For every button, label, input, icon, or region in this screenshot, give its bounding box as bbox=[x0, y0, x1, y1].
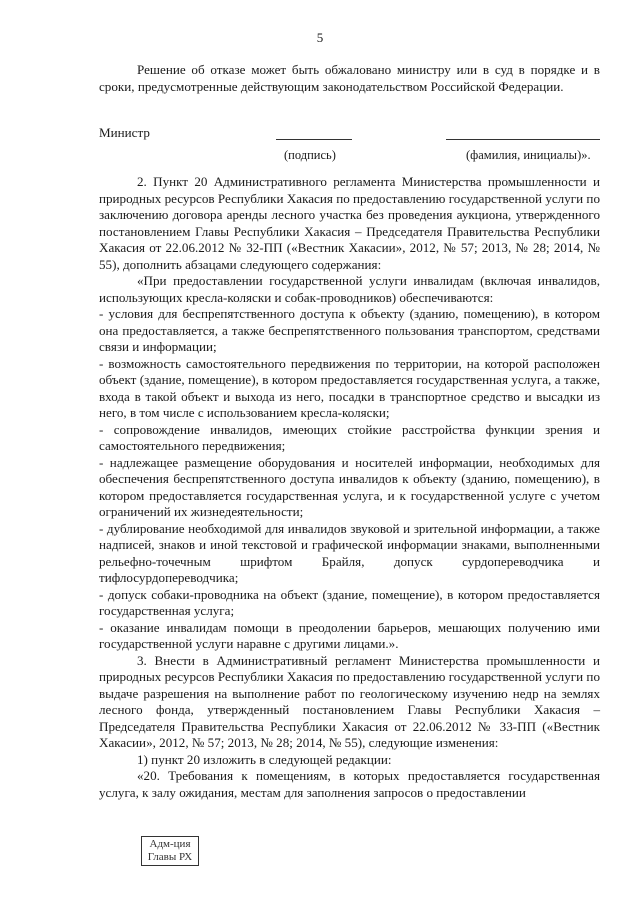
item20-paragraph: «20. Требования к помещениям, в которых предоставляется государственная услуга, к залу ожидания, местам для заполнения запросов о предоставлении bbox=[99, 768, 600, 800]
signature-caption: (подпись) bbox=[284, 148, 336, 162]
name-line bbox=[446, 139, 600, 140]
list-item: - надлежащее размещение оборудования и носителей информации, необходимых для обеспечения беспрепятственного доступа инвалидов к объекту (зданию, помещению), в котором предоставляется государственная услуга, и к государственной услуге с учетом ограничений их жизнедеятельности; bbox=[99, 454, 600, 519]
page-number: 5 bbox=[316, 30, 324, 45]
intro-text-block bbox=[99, 62, 600, 95]
stamp-line-2: Главы РХ bbox=[147, 851, 193, 863]
registry-stamp bbox=[141, 836, 199, 866]
item2-paragraph: 2. Пункт 20 Административного регламента Министерства промышленности и природных ресурсов Республики Хакасия по предоставлению государственной услуги по заключению договора аренды лесного участка без проведения аукциона, утвержденного постановлением Главы Республики Хакасия – Председателя Правительства Республики Хакасия от 22.06.2012 № 32-ПП («Вестник Хакасии», 2012, № 57; 2013, № 28; 2014, № 55), дополнить абзацами следующего содержания: bbox=[99, 174, 600, 272]
stamp-line-1: Адм-ция bbox=[149, 838, 191, 850]
list-item: - условия для беспрепятственного доступа к объекту (зданию, помещению), в котором она предоставляется, а также беспрепятственного пользования транспортом, средствами связи и информации; bbox=[99, 306, 600, 354]
list-item: - дублирование необходимой для инвалидов звуковой и зрительной информации, а также надписей, знаков и иной текстовой и графической информации знаками, выполненными рельефно-точечным шрифтом Брайля, допуск сурдопереводчика и тифлосурдопереводчика; bbox=[99, 520, 600, 585]
subitem1: 1) пункт 20 изложить в следующей редакции: bbox=[137, 751, 392, 767]
list-item: - допуск собаки-проводника на объект (здание, помещение), в котором предоставляется государственная услуга; bbox=[99, 586, 600, 618]
signature-line bbox=[276, 139, 352, 140]
list-item: - сопровождение инвалидов, имеющих стойкие расстройства функции зрения и самостоятельного передвижения; bbox=[99, 421, 600, 453]
quote-intro: «При предоставлении государственной услуги инвалидам (включая инвалидов, использующих кресла-коляски и собак-проводников) обеспечиваются: bbox=[99, 273, 600, 305]
signature-position: Министр bbox=[99, 125, 150, 140]
name-caption: (фамилия, инициалы)». bbox=[466, 148, 591, 162]
item3-paragraph: 3. Внести в Административный регламент Министерства промышленности и природных ресурсов Республики Хакасия по предоставлению государственной услуги по выдаче разрешения на выполнение работ по геологическому изучению недр на землях лесного фонда, утвержденный постановлением Главы Республики Хакасия – Председателя Правительства Республики Хакасия от 22.06.2012 № 33-ПП («Вестник Хакасии», 2012, № 57; 2013, № 28; 2014, № 55), следующие изменения: bbox=[99, 652, 600, 750]
list-item: - оказание инвалидам помощи в преодолении барьеров, мешающих получению ими государственной услуги наравне с другими лицами.». bbox=[99, 619, 600, 651]
main-text-block bbox=[99, 174, 600, 801]
list-item: - возможность самостоятельного передвижения по территории, на которой расположен объект (здание, помещение), в котором предоставляется государственная услуга, а также, входа в такой объект и выхода из него, посадки в транспортное средство и высадки из него, в том числе с использованием кресла-коляски; bbox=[99, 355, 600, 420]
intro-paragraph: Решение об отказе может быть обжаловано министру или в суд в порядке и в сроки, предусмотренные действующим законодательством Российской Федерации. bbox=[99, 62, 600, 94]
